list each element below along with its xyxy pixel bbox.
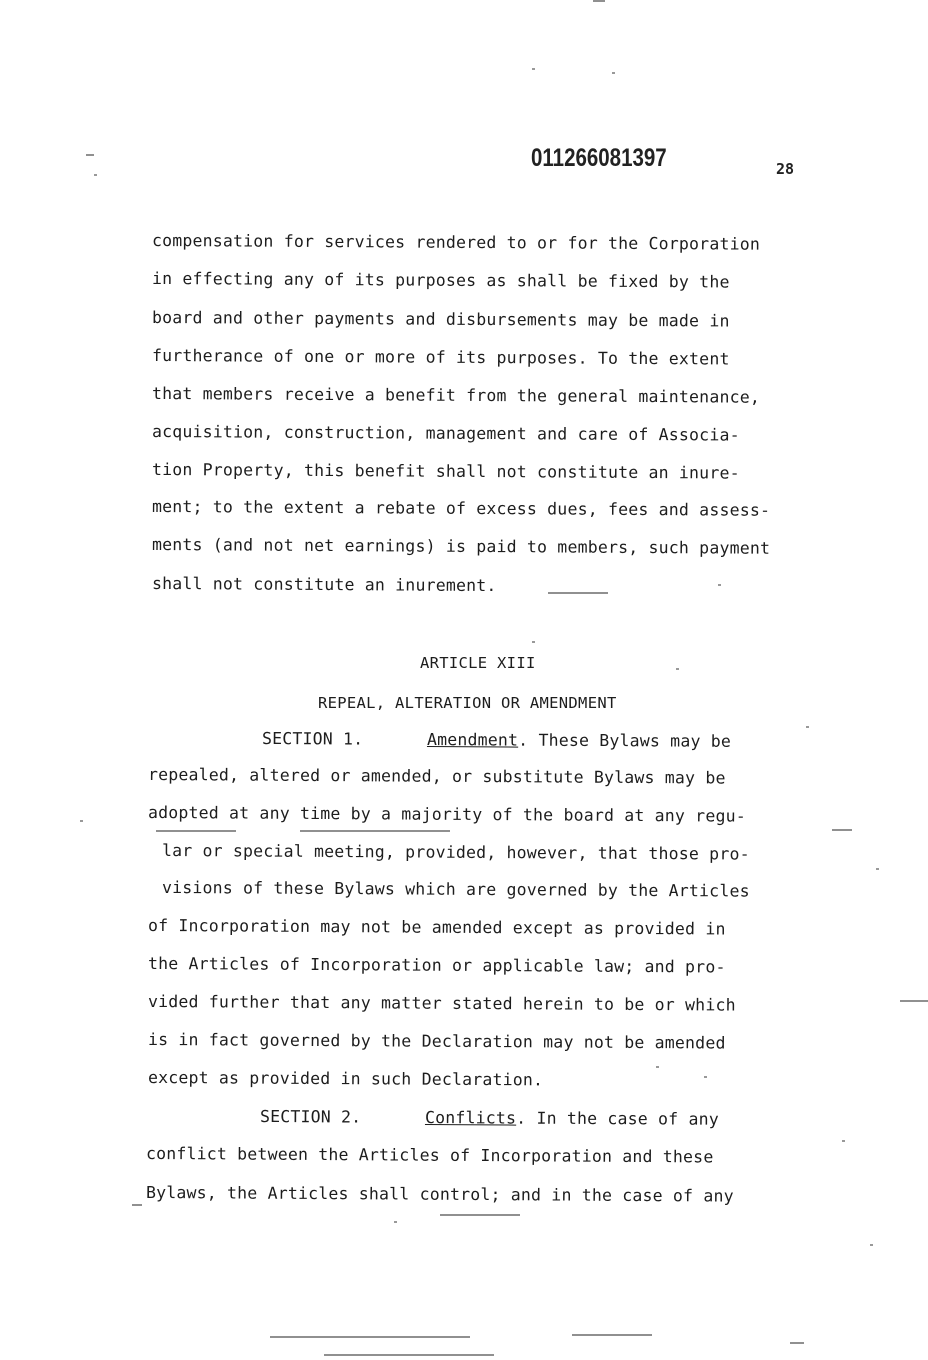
scan-speck <box>806 726 809 728</box>
document-stamp: 011266081397 <box>531 144 667 172</box>
scan-speck <box>94 174 97 176</box>
section-2-title: Conflicts <box>424 1108 517 1128</box>
scan-speck <box>80 820 83 822</box>
article-subtitle: REPEAL, ALTERATION OR AMENDMENT <box>318 694 617 712</box>
paragraph-line: ment; to the extent a rebate of excess dues, fees and assess- <box>151 497 771 520</box>
scan-speck <box>270 1336 470 1338</box>
scan-speck <box>86 154 94 156</box>
scan-speck <box>440 1214 520 1216</box>
paragraph-line: lar or special meeting, provided, however, that those pro- <box>161 841 750 864</box>
paragraph-line: the Articles of Incorporation or applicable law; and pro- <box>147 954 726 977</box>
scan-speck <box>656 1066 659 1068</box>
scan-speck <box>676 668 679 670</box>
paragraph-line: that members receive a benefit from the general maintenance, <box>151 384 761 407</box>
section-1-heading <box>262 729 731 751</box>
paragraph-line: of Incorporation may not be amended except as provided in <box>147 916 726 939</box>
paragraph-line: repealed, altered or amended, or substitute Bylaws may be <box>147 765 726 788</box>
scan-speck <box>394 1221 397 1223</box>
scan-speck <box>132 1204 142 1206</box>
scan-speck <box>532 641 535 643</box>
scan-speck <box>718 584 721 586</box>
scan-speck <box>790 1342 804 1344</box>
scan-speck <box>876 868 879 870</box>
page-number: 28 <box>776 160 795 178</box>
scan-speck <box>532 68 535 70</box>
paragraph-line: tion Property, this benefit shall not constitute an inure- <box>151 460 740 483</box>
scan-speck <box>300 830 450 832</box>
paragraph-line: adopted at any time by a majority of the board at any regu- <box>147 803 746 826</box>
paragraph-line: is in fact governed by the Declaration may not be amended <box>147 1030 726 1053</box>
section-2-heading <box>260 1107 719 1129</box>
scan-speck <box>572 1334 652 1336</box>
scan-speck <box>832 829 852 831</box>
paragraph-line: compensation for services rendered to or for the Corporation <box>151 231 761 254</box>
scan-speck <box>870 1244 873 1246</box>
paragraph-line: visions of these Bylaws which are governed by the Articles <box>161 878 750 901</box>
paragraph-line: board and other payments and disbursements may be made in <box>151 308 730 331</box>
section-2-label: SECTION 2. <box>259 1107 362 1127</box>
scan-speck <box>324 1354 494 1356</box>
article-title: ARTICLE XIII <box>420 654 536 672</box>
section-2-first-line: . In the case of any <box>516 1108 719 1129</box>
section-1-first-line: . These Bylaws may be <box>518 730 732 751</box>
section-1-title: Amendment <box>426 730 519 750</box>
paragraph-line: Bylaws, the Articles shall control; and in the case of any <box>145 1183 734 1206</box>
paragraph-line: shall not constitute an inurement. <box>151 574 497 596</box>
paragraph-line: furtherance of one or more of its purposes. To the extent <box>151 346 730 369</box>
paragraph-line: in effecting any of its purposes as shall be fixed by the <box>151 269 730 292</box>
scan-speck <box>593 0 605 2</box>
paragraph-line: ments (and not net earnings) is paid to members, such payment <box>151 535 771 558</box>
scan-speck <box>900 1000 928 1002</box>
paragraph-line: acquisition, construction, management and care of Associa- <box>151 422 740 445</box>
paragraph-line: conflict between the Articles of Incorporation and these <box>145 1144 714 1167</box>
scan-speck <box>156 830 236 832</box>
paragraph-line: vided further that any matter stated herein to be or which <box>147 992 736 1015</box>
paragraph-line: except as provided in such Declaration. <box>147 1068 544 1090</box>
scan-speck <box>548 592 608 594</box>
scan-speck <box>842 1140 845 1142</box>
scan-speck <box>612 72 615 74</box>
scan-speck <box>704 1076 707 1078</box>
section-1-label: SECTION 1. <box>261 729 364 749</box>
